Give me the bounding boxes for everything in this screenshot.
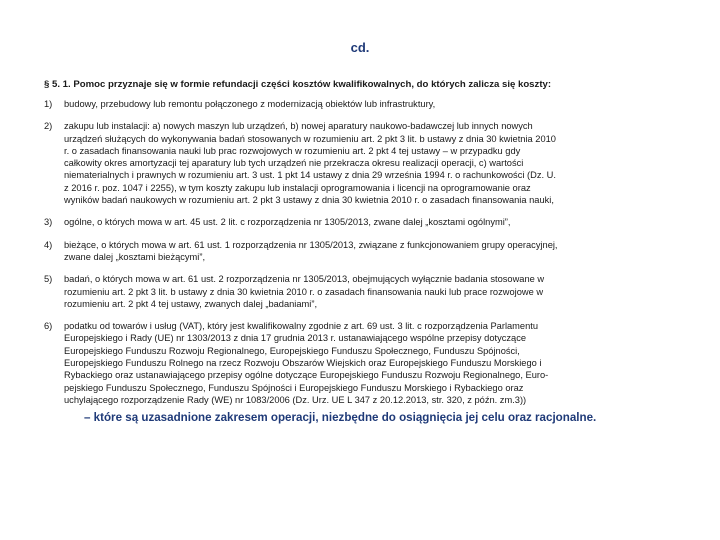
list-item-line: Europejskiego i Rady (UE) nr 1303/2013 z dnia 17 grudnia 2013 r. ustanawiającego wspólne przepisy dotyczące [64, 333, 527, 344]
list-item-text [64, 239, 680, 264]
list-item [44, 239, 680, 264]
list-item-line: bieżące, o których mowa w art. 61 ust. 1 rozporządzenia nr 1305/2013, związane z funkcjonowaniem grupy operacyjnej, [64, 239, 558, 250]
list-item-line: r. o zasadach finansowania nauki lub prac rozwojowych w rozumieniu art. 2 pkt 4 tej ustawy – w przypadku gdy [64, 145, 521, 156]
list-item-line: rozumieniu art. 2 pkt 4 tej ustawy, zwanych dalej „badaniami”, [64, 298, 318, 309]
paragraph-heading: § 5. 1. Pomoc przyznaje się w formie refundacji części kosztów kwalifikowalnych, do których zalicza się koszty: [44, 79, 552, 90]
list-item-line: Europejskiego Funduszu Rolnego na rzecz Rozwoju Obszarów Wiejskich oraz Europejskiego Funduszu Morskiego i [64, 358, 542, 369]
list-item-number: 3) [44, 217, 53, 228]
list-item-text [64, 98, 680, 110]
list-item-line: Europejskiego Funduszu Rozwoju Regionalnego, Europejskiego Funduszu Społecznego, Funduszu Spójności, [64, 345, 520, 356]
list-item-number: 1) [44, 99, 53, 109]
list-item [44, 216, 680, 228]
list-item-line: z 2016 r. poz. 1047 i 2255), w tym koszty zakupu lub instalacji oprogramowania i licencji na oprogramowanie oraz [64, 182, 531, 193]
list-item [44, 120, 680, 206]
list-item-line: uchylającego rozporządzenie Rady (WE) nr 1083/2006 (Dz. Urz. UE L 347 z 20.12.2013, str. 320, z późn. zm.3)) [64, 394, 527, 405]
list-item-line: budowy, przebudowy lub remontu połączonego z modernizacją obiektów lub infrastruktury, [64, 99, 436, 109]
slide-title: cd. [350, 40, 370, 55]
list-item-text [64, 273, 680, 310]
list-item-number: 4) [44, 239, 53, 250]
list-item-text [64, 216, 680, 228]
conclusion-text: – które są uzasadnione zakresem operacji, niezbędne do osiągnięcia jej celu oraz racjonalne. [84, 411, 597, 424]
list-item [44, 320, 680, 406]
list-item-line: ogólne, o których mowa w art. 45 ust. 2 lit. c rozporządzenia nr 1305/2013, zwane dalej „kosztami ogólnymi”, [64, 217, 511, 228]
list-item-text [64, 120, 680, 206]
list-item-line: wyników badań naukowych w rozumieniu art. 2 pkt 3 ustawy z dnia 30 kwietnia 2010 r. o zasadach finansowania nauki, [64, 195, 554, 206]
list-item-number: 2) [44, 121, 53, 132]
list-item-line: podatku od towarów i usług (VAT), który jest kwalifikowalny zgodnie z art. 69 ust. 3 lit. c rozporządzenia Parlamentu [64, 321, 539, 332]
list-item-line: rozumieniu art. 2 pkt 3 lit. b ustawy z dnia 30 kwietnia 2010 r. o zasadach finansowania nauki lub prace rozwojowe w [64, 286, 544, 297]
cost-list [44, 98, 680, 416]
list-item [44, 98, 680, 110]
list-item-number: 5) [44, 274, 53, 285]
list-item [44, 273, 680, 310]
list-item-line: Rybackiego oraz ustanawiającego przepisy ogólne dotyczące Europejskiego Funduszu Rozwoju Regionalnego, Euro- [64, 370, 549, 381]
list-item-line: zakupu lub instalacji: a) nowych maszyn lub urządzeń, b) nowej aparatury naukowo-badawczej lub innych nowych [64, 121, 533, 132]
list-item-line: niematerialnych i prawnych w rozumieniu art. 3 ust. 1 pkt 14 ustawy z dnia 29 września 1994 r. o rachunkowości (Dz. U. [64, 170, 556, 181]
list-item-line: całkowity okres amortyzacji tej aparatury lub tych urządzeń nie przekracza okresu realizacji operacji, c) wartości [64, 158, 524, 169]
list-item-line: zwane dalej „kosztami bieżącymi”, [64, 251, 206, 262]
list-item-number: 6) [44, 321, 53, 332]
list-item-line: badań, o których mowa w art. 61 ust. 2 rozporządzenia nr 1305/2013, obejmujących wyłącznie badania stosowane w [64, 274, 545, 285]
list-item-line: urządzeń służących do wykonywania badań stosowanych w rozumieniu art. 2 pkt 3 lit. b ustawy z dnia 30 kwietnia 2010 [64, 133, 556, 144]
list-item-text [64, 320, 680, 406]
list-item-line: pejskiego Funduszu Społecznego, Funduszu Spójności i Europejskiego Funduszu Morskiego i Rybackiego oraz [64, 382, 524, 393]
